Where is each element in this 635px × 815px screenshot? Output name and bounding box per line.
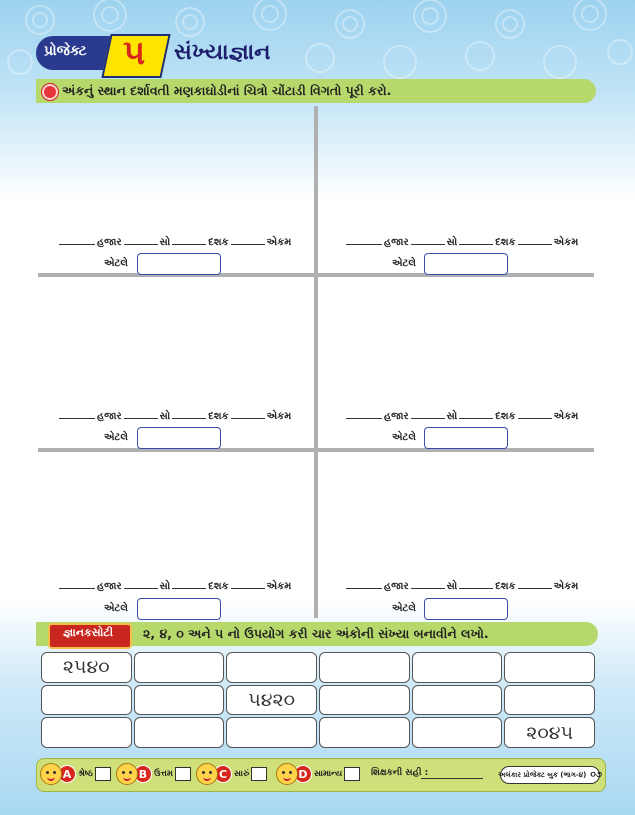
number-answer-box[interactable] [137,253,221,275]
answer-cell[interactable] [41,717,132,748]
tens-label: દશક [208,237,229,248]
hundreds-label: સો [159,411,171,422]
answer-cell[interactable] [412,652,503,683]
hundreds-blank[interactable] [411,410,445,419]
instruction-text: અંકનું સ્થાન દર્શાવતી મણકાઘોડીનાં ચિત્રો ચોંટાડી વિગતો પૂરી કરો. [62,83,392,98]
ones-blank[interactable] [231,410,265,419]
hundreds-label: સો [446,581,458,592]
grid-divider-horizontal-1 [38,273,594,277]
ones-label: એકમ [553,411,579,422]
place-value-row [57,236,291,248]
answer-cell[interactable] [134,652,225,683]
tens-blank[interactable] [172,580,206,589]
thousands-blank[interactable] [346,580,382,589]
book-title: અલંકાર પ્રોજેક્ટ બુક (ભાગ-૪) [498,770,587,779]
hundreds-label: સો [159,581,171,592]
ones-blank[interactable] [231,580,265,589]
hundreds-blank[interactable] [411,236,445,245]
tens-label: દશક [208,581,229,592]
tens-blank[interactable] [459,236,493,245]
ones-blank[interactable] [518,580,552,589]
thousands-blank[interactable] [59,580,95,589]
number-answer-box[interactable] [424,427,508,449]
ones-blank[interactable] [231,236,265,245]
grade-d [276,762,360,786]
thousands-blank[interactable] [59,236,95,245]
thousands-blank[interactable] [346,410,382,419]
etle-label: એટલે [392,432,416,443]
grade-label: ઉત્તમ [154,769,173,779]
ones-blank[interactable] [518,410,552,419]
grade-letter: A [58,765,76,783]
thousands-label: હજાર [97,581,122,592]
signature-label: શિક્ષકની સહી : [371,768,429,778]
tens-blank[interactable] [172,236,206,245]
grid-divider-horizontal-2 [38,448,594,452]
answer-cell[interactable]: ૨૫૪૦ [41,652,132,683]
thousands-label: હજાર [384,411,409,422]
etle-label: એટલે [392,603,416,614]
thousands-blank[interactable] [346,236,382,245]
answer-cell[interactable] [134,685,225,716]
ones-label: એકમ [266,237,292,248]
ones-label: એકમ [266,411,292,422]
thousands-label: હજાર [97,411,122,422]
answer-grid [40,651,596,749]
hundreds-blank[interactable] [124,410,158,419]
grade-checkbox[interactable] [344,767,360,781]
number-answer-box[interactable] [137,598,221,620]
etle-label: એટલે [392,258,416,269]
place-value-row [57,580,291,592]
thousands-blank[interactable] [59,410,95,419]
tens-label: દશક [495,237,516,248]
tens-label: દશક [208,411,229,422]
project-label: પ્રોજેક્ટ [44,43,87,59]
place-value-row [344,236,578,248]
thousands-label: હજાર [384,237,409,248]
bullet-icon [42,84,58,100]
smiley-face-icon [116,763,138,785]
smiley-face-icon [276,763,298,785]
place-value-row [344,410,578,422]
place-value-row [344,580,578,592]
quiz-question: ૨, ૪, ૦ અને ૫ નો ઉપયોગ કરી ચાર અંકોની સંખ્યા બનાવીને લખો. [143,626,489,641]
tens-blank[interactable] [459,580,493,589]
answer-cell[interactable]: ૨૦૪૫ [504,717,595,748]
book-footer [500,766,600,784]
grade-b [116,762,191,786]
answer-cell[interactable] [412,685,503,716]
grade-label: સારું [234,769,250,779]
grade-c [196,762,267,786]
hundreds-blank[interactable] [124,236,158,245]
ones-blank[interactable] [518,236,552,245]
page-number: ૦૭ [590,770,602,780]
grade-label: શ્રેષ્ઠ [78,769,93,779]
ones-label: એકમ [553,237,579,248]
hundreds-label: સો [446,237,458,248]
number-answer-box[interactable] [424,598,508,620]
grade-letter: D [294,765,312,783]
hundreds-blank[interactable] [411,580,445,589]
tens-label: દશક [495,411,516,422]
answer-cell[interactable] [226,652,317,683]
answer-cell[interactable] [134,717,225,748]
number-answer-box[interactable] [424,253,508,275]
hundreds-blank[interactable] [124,580,158,589]
answer-cell[interactable] [504,685,595,716]
grade-checkbox[interactable] [251,767,267,781]
etle-label: એટલે [104,258,128,269]
tens-label: દશક [495,581,516,592]
tens-blank[interactable] [459,410,493,419]
tens-blank[interactable] [172,410,206,419]
hundreds-label: સો [446,411,458,422]
grade-label: સામાન્ય [314,769,343,779]
ones-label: એકમ [266,581,292,592]
quiz-badge-label: જ્ઞાનકસોટી [63,626,113,639]
answer-cell[interactable] [319,717,410,748]
thousands-label: હજાર [97,237,122,248]
grid-divider-vertical [314,106,318,618]
number-answer-box[interactable] [137,427,221,449]
smiley-face-icon [40,763,62,785]
thousands-label: હજાર [384,581,409,592]
answer-cell[interactable] [319,652,410,683]
smiley-face-icon [196,763,218,785]
project-number: ૫ [122,33,146,73]
place-value-row [57,410,291,422]
ones-label: એકમ [553,581,579,592]
answer-cell[interactable] [412,717,503,748]
page-title: સંખ્યાજ્ઞાન [174,40,271,65]
answer-cell[interactable] [504,652,595,683]
grade-checkbox[interactable] [95,767,111,781]
grade-letter: B [134,765,152,783]
signature-line[interactable] [421,778,483,779]
grade-checkbox[interactable] [175,767,191,781]
grade-letter: C [214,765,232,783]
answer-cell[interactable]: ૫૪૨૦ [226,685,317,716]
grade-a [40,762,111,786]
answer-cell[interactable] [41,685,132,716]
etle-label: એટલે [104,432,128,443]
answer-cell[interactable] [226,717,317,748]
answer-cell[interactable] [319,685,410,716]
hundreds-label: સો [159,237,171,248]
etle-label: એટલે [104,603,128,614]
